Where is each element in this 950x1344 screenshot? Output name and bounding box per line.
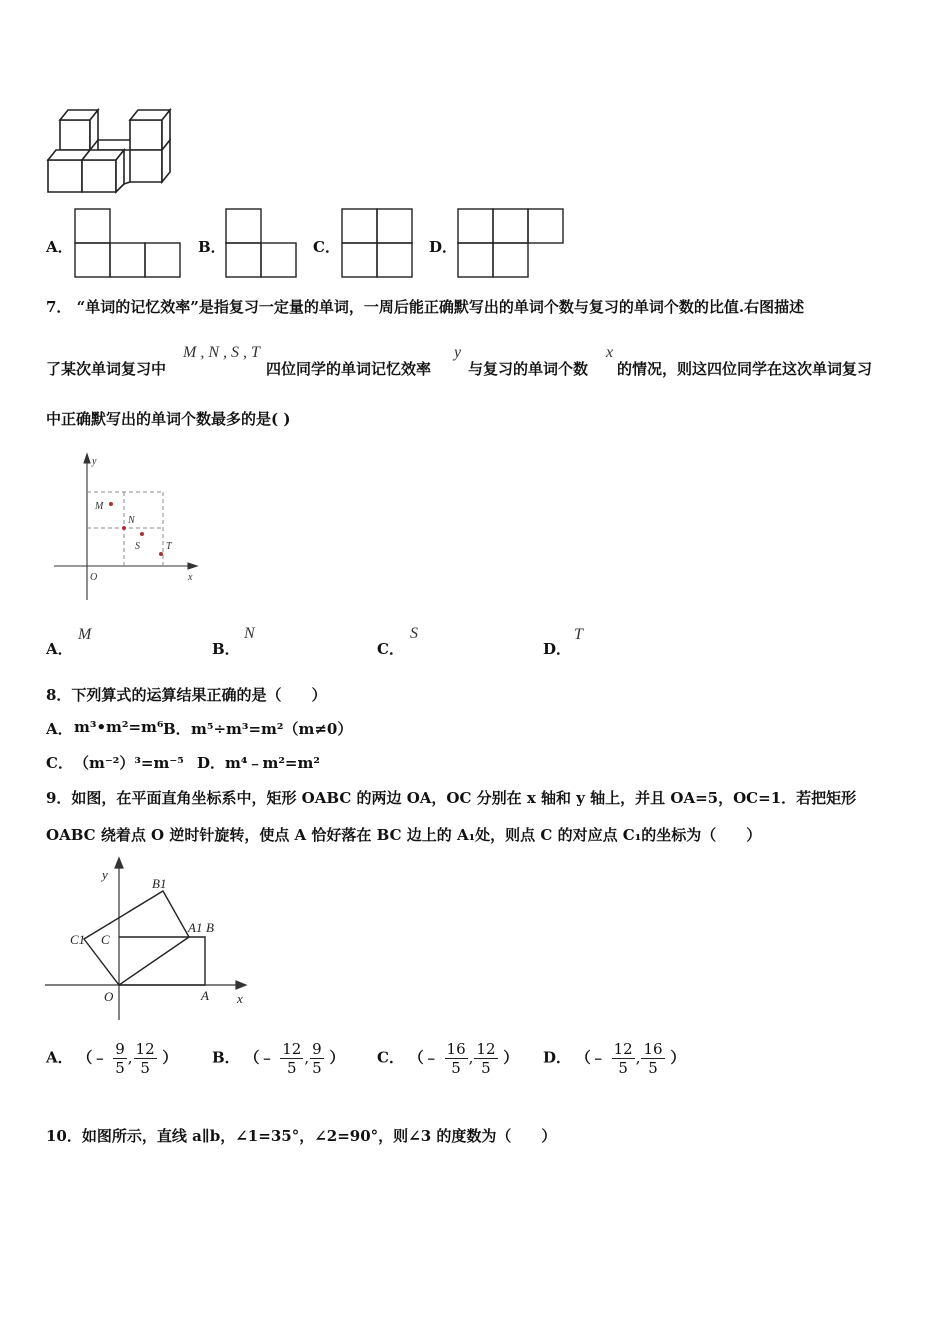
q6-option-b-label[interactable]: B． [198,238,226,256]
q8-option-c-text[interactable]: （m⁻²）³=m⁻⁵ [74,754,184,772]
q7-label-m: M [95,501,104,512]
q7-label-n: N [128,515,135,526]
q7-efficiency-graph [50,450,200,605]
q7-option-a-value[interactable]: M [78,626,92,643]
q8-option-d-label[interactable]: D． [197,754,226,772]
q7-x-arrow [188,563,197,569]
q7-label-y: y [92,456,97,467]
q9-line1: 9．如图，在平面直角坐标系中，矩形 OABC 的两边 OA，OC 分别在 x 轴和 y 轴上，并且 OA=5，OC=1．若把矩形 [46,789,857,807]
q7-line2-vars: M , N , S , T [183,344,260,361]
q9-label-o: O [104,989,114,1004]
q9-label-c: C [101,932,110,947]
q7-point-s [140,532,144,536]
q7-label-t: T [166,541,172,552]
q9-option-d[interactable]: D． （﹣ $\frac{12}{5}$ , $\frac{16}{5}$ ） [543,1040,686,1077]
q8-option-d-text[interactable]: m⁴﹣m²=m² [225,754,320,772]
q7-label-x: x [188,572,193,583]
q9-label-x: x [237,991,243,1006]
q8-option-c-label[interactable]: C． [46,754,73,772]
q7-line3: 中正确默写出的单词个数最多的是( ) [46,410,291,428]
q9-rotation-graph [42,855,252,1025]
q9-d-frac2: $\frac{16}{5}$ [643,1040,663,1077]
q6-option-c-label[interactable]: C． [313,238,340,256]
q7-option-c-label[interactable]: C． [377,640,404,658]
q7-line1: 7． “单词的记忆效率”是指复习一定量的单词，一周后能正确默写出的单词个数与复习的单词个数的比值.右图描述 [46,298,805,316]
q7-point-n [122,526,126,530]
q6-option-a-view[interactable] [73,207,183,279]
q9-b-frac1: $\frac{12}{5}$ [282,1040,302,1077]
q6-option-a-label[interactable]: A． [46,238,73,256]
q9-rect-rotated [84,891,189,985]
q9-label-c1: C1 [70,932,86,947]
q6-option-b-view[interactable] [224,207,298,279]
q9-option-a[interactable]: A． （﹣ $\frac{9}{5}$ , $\frac{12}{5}$ ） [46,1040,178,1077]
q9-b-frac2: $\frac{9}{5}$ [312,1040,322,1077]
q7-line2-x: x [606,344,614,361]
q6-option-d-label[interactable]: D． [429,238,458,256]
q8-option-a-text[interactable]: m³•m²=m⁶ [74,718,164,736]
q9-option-c[interactable]: C． （﹣ $\frac{16}{5}$ , $\frac{12}{5}$ ） [377,1040,519,1077]
q9-label-b1: B1 [152,876,167,891]
q7-line2 [46,358,166,379]
q8-stem: 8．下列算式的运算结果正确的是（ ） [46,686,327,704]
q9-a-frac1: $\frac{9}{5}$ [115,1040,125,1077]
q9-d-frac1: $\frac{12}{5}$ [613,1040,633,1077]
q7-point-m [109,502,113,506]
q7-y-arrow [84,454,90,463]
q9-label-a: A [201,988,209,1003]
q7-line2-d: 的情况，则这四位同学在这次单词复习 [617,360,873,378]
q9-option-b[interactable]: B． （﹣ $\frac{12}{5}$ , $\frac{9}{5}$ ） [212,1040,345,1077]
q7-label-s: S [135,541,140,552]
q7-option-a-label[interactable]: A． [46,640,73,658]
q10-stem: 10．如图所示，直线 a∥b，∠1=35°，∠2=90°，则∠3 的度数为（ ） [46,1127,557,1145]
q7-line2-c: 与复习的单词个数 [468,360,589,378]
q7-option-c-value[interactable]: S [410,625,418,642]
q8-option-b-text[interactable]: m⁵÷m³=m²（m≠0） [191,720,353,738]
q7-option-d-label[interactable]: D． [543,640,572,658]
q7-label-o: O [90,572,98,583]
q8-option-b-label[interactable]: B． [163,720,191,738]
q6-option-d-view[interactable] [456,207,566,279]
q9-label-y: y [102,867,108,882]
q7-line2-a: 了某次单词复习中 [46,360,167,378]
q9-line2: OABC 绕着点 O 逆时针旋转，使点 A 恰好落在 BC 边上的 A₁处，则点 C 的对应点 C₁的坐标为（ ） [46,826,762,844]
q9-c-frac2: $\frac{12}{5}$ [476,1040,496,1077]
q6-option-c-view[interactable] [340,207,414,279]
q9-label-a1: A1 [188,920,203,935]
q7-option-b-value[interactable]: N [244,625,255,642]
q7-line2-y: y [454,344,462,361]
q7-line2-b: 四位同学的单词记忆效率 [266,360,432,378]
q9-label-b: B [206,920,214,935]
cube-stack-figure [44,102,182,196]
q7-point-t [159,552,163,556]
q9-rect-oabc [119,937,205,985]
q7-option-b-label[interactable]: B． [212,640,240,658]
q9-c-frac1: $\frac{16}{5}$ [446,1040,466,1077]
q9-a-frac2: $\frac{12}{5}$ [135,1040,155,1077]
q7-option-d-value[interactable]: T [574,626,583,643]
q8-option-a-label[interactable]: A． [46,720,73,738]
